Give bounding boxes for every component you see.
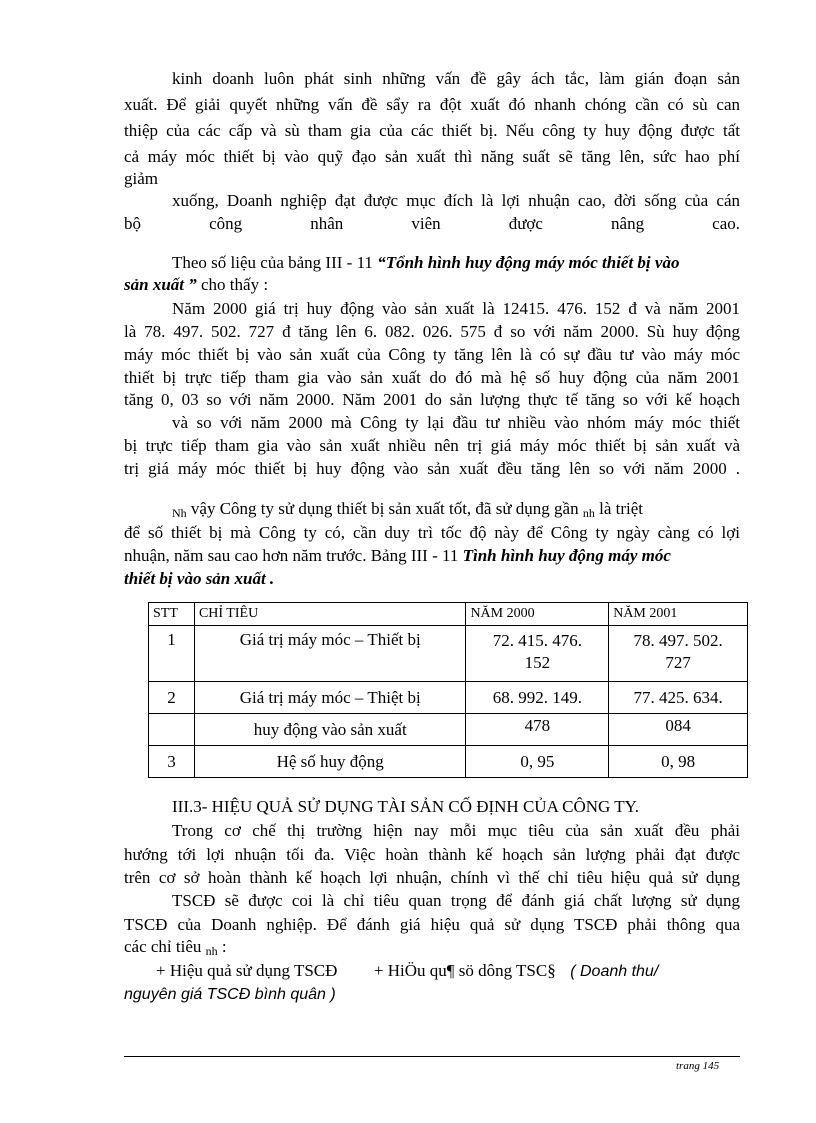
row2-label: Giá trị máy móc – Thiệt bị: [194, 682, 465, 714]
page-number: trang 145: [676, 1060, 720, 1072]
para1-line5: giảm: [124, 169, 158, 188]
row2b-stt: [149, 714, 195, 746]
row2-2001: 77. 425. 634.: [609, 682, 748, 714]
section-line6-end: :: [217, 937, 227, 956]
table-row: [149, 626, 748, 682]
para3-line8: trị giá máy móc thiết bị huy động vào sản xuất đều tăng lên so với năm 2000 .: [124, 459, 740, 478]
row1-2000-part2: 152: [524, 653, 551, 672]
para4-table-title: Tình hình huy động máy móc: [462, 546, 671, 565]
para1-line1: kinh doanh luôn phát sinh những vấn đề gây ách tắc, làm gián đoạn sản: [172, 69, 740, 88]
para3-line6: và so với năm 2000 mà Công ty lại đầu tư nhiều vào nhóm máy móc thiết: [172, 413, 740, 432]
para1-line3: thiệp của các cấp và sù tham gia của các thiết bị. Nếu công ty huy động được tất: [124, 121, 740, 140]
section-line3: trên cơ sở hoàn thành kế hoạch lợi nhuận, chính vì thế chỉ tiêu hiệu quả sử dụng: [124, 868, 740, 887]
para2-text-end: cho thấy :: [196, 275, 269, 294]
header-stt: STT: [149, 603, 195, 626]
para4-line3: [124, 545, 740, 567]
row2b-2001: 084: [609, 714, 748, 746]
table-row: [149, 746, 748, 778]
section-heading: III.3- HIỆU QUẢ SỬ DỤNG TÀI SẢN CỐ ĐỊNH CỦA CÔNG TY.: [172, 797, 639, 816]
row1-2000-part1: 72. 415. 476.: [492, 631, 582, 650]
section-line2: hướng tới lợi nhuận tối đa. Việc hoàn thành kế hoạch sản lượng phải đạt được: [124, 845, 740, 864]
para1-line4: cả máy móc thiết bị vào quỹ đạo sản xuất thì năng suất sẽ tăng lên, sức hao phí: [124, 147, 740, 166]
section-line5: TSCĐ của Doanh nghiệp. Để đánh giá hiệu quả sử dụng TSCĐ phải thông qua: [124, 915, 740, 934]
formula-start: ( Doanh thu/: [570, 963, 659, 980]
para4-fragment-2: nh: [582, 506, 595, 520]
section-line4: TSCĐ sẽ được coi là chỉ tiêu quan trọng để đánh giá chất lượng sử dụng: [172, 891, 740, 910]
row1-2001-part2: 727: [665, 653, 691, 672]
header-indicator: CHỈ TIÊU: [194, 603, 465, 626]
para3-line1: Năm 2000 giá trị huy động vào sản xuất là 12415. 476. 152 đ và năm 2001: [172, 299, 740, 318]
table-header-row: [149, 603, 748, 626]
row1-2001-part1: 78. 497. 502.: [633, 631, 723, 650]
para4-line2: để số thiết bị mà Công ty có, cần duy trì tốc độ này để Công ty ngày càng có lợi: [124, 523, 740, 542]
para4-fragment-1: Nh: [172, 506, 187, 520]
bullet-garbled-efficiency: + HiÖu qu¶ sö dông TSC§: [373, 961, 556, 980]
table-row: [149, 682, 748, 714]
row1-label: Giá trị máy móc – Thiết bị: [194, 626, 465, 682]
row3-stt: 3: [149, 746, 195, 778]
section-line6: [124, 936, 740, 959]
row1-stt: 1: [149, 626, 195, 682]
section-line6-fragment: nh: [205, 944, 218, 958]
row1-2000: [466, 626, 609, 682]
header-2000: NĂM 2000: [466, 603, 609, 626]
para1-line6: xuống, Doanh nghiệp đạt được mục đích là lợi nhuận cao, đời sống của cán: [172, 191, 740, 210]
data-table: [148, 602, 748, 778]
para1-line7: bộ công nhân viên được nâng cao.: [124, 214, 740, 233]
row2-stt: 2: [149, 682, 195, 714]
para2-text: Theo số liệu của bảng III - 11: [172, 253, 378, 272]
para4-text-3: nhuận, năm sau cao hơn năm trước. Bảng III - 11: [124, 546, 463, 565]
para3-line2: là 78. 497. 502. 727 đ tăng lên 6. 082. 026. 575 đ so với năm 2000. Sù huy động: [124, 322, 740, 341]
row3-2001: 0, 98: [609, 746, 748, 778]
row3-label: Hệ số huy động: [194, 746, 465, 778]
para2-line2: [124, 274, 740, 296]
para4-line1: [172, 498, 740, 521]
para3-line3: máy móc thiết bị vào sản xuất của Công ty tăng lên là có sự đầu tư vào máy móc: [124, 345, 740, 364]
footer-rule: [124, 1056, 740, 1057]
row2b-2000: 478: [466, 714, 609, 746]
row2-2000: 68. 992. 149.: [466, 682, 609, 714]
row3-2000: 0, 95: [466, 746, 609, 778]
para3-line5: tăng 0, 03 so với năm 2000. Năm 2001 do sản lượng thực tế tăng so với kế hoạch: [124, 390, 740, 409]
header-2001: NĂM 2001: [609, 603, 748, 626]
para2-line1: [172, 252, 740, 274]
row2b-label: huy động vào sản xuất: [194, 714, 465, 746]
section-line7: [156, 960, 740, 983]
para2-table-title: “Tổnh hình huy động máy móc thiết bị vào: [377, 253, 680, 272]
para4-line4: thiết bị vào sản xuất .: [124, 569, 275, 588]
para3-line4: thiết bị trực tiếp tham gia vào sản xuất do đó mà hệ số huy động của năm 2001: [124, 368, 740, 387]
section-line8: nguyên giá TSCĐ bình quân ): [124, 986, 336, 1003]
bullet-fixed-asset-efficiency: + Hiệu quả sử dụng TSCĐ: [156, 961, 338, 980]
para3-line7: bị trực tiếp tham gia vào sản xuất nhiều nên trị giá máy móc thiết bị sản xuất và: [124, 436, 740, 455]
para4-text-1: vậy Công ty sử dụng thiết bị sản xuất tốt, đã sử dụng gần: [186, 499, 583, 518]
para2-table-title-end: sản xuất ”: [124, 275, 197, 294]
section-line1: Trong cơ chế thị trường hiện nay mỗi mục tiêu của sản xuất đều phải: [172, 821, 740, 840]
table-row: [149, 714, 748, 746]
para4-text-2: là triệt: [594, 499, 643, 518]
para1-line2: xuất. Để giải quyết những vấn đề sẩy ra đột xuất đó nhanh chóng cần có sù can: [124, 95, 740, 114]
section-line6-text: các chỉ tiêu: [124, 937, 206, 956]
row1-2001: [609, 626, 748, 682]
